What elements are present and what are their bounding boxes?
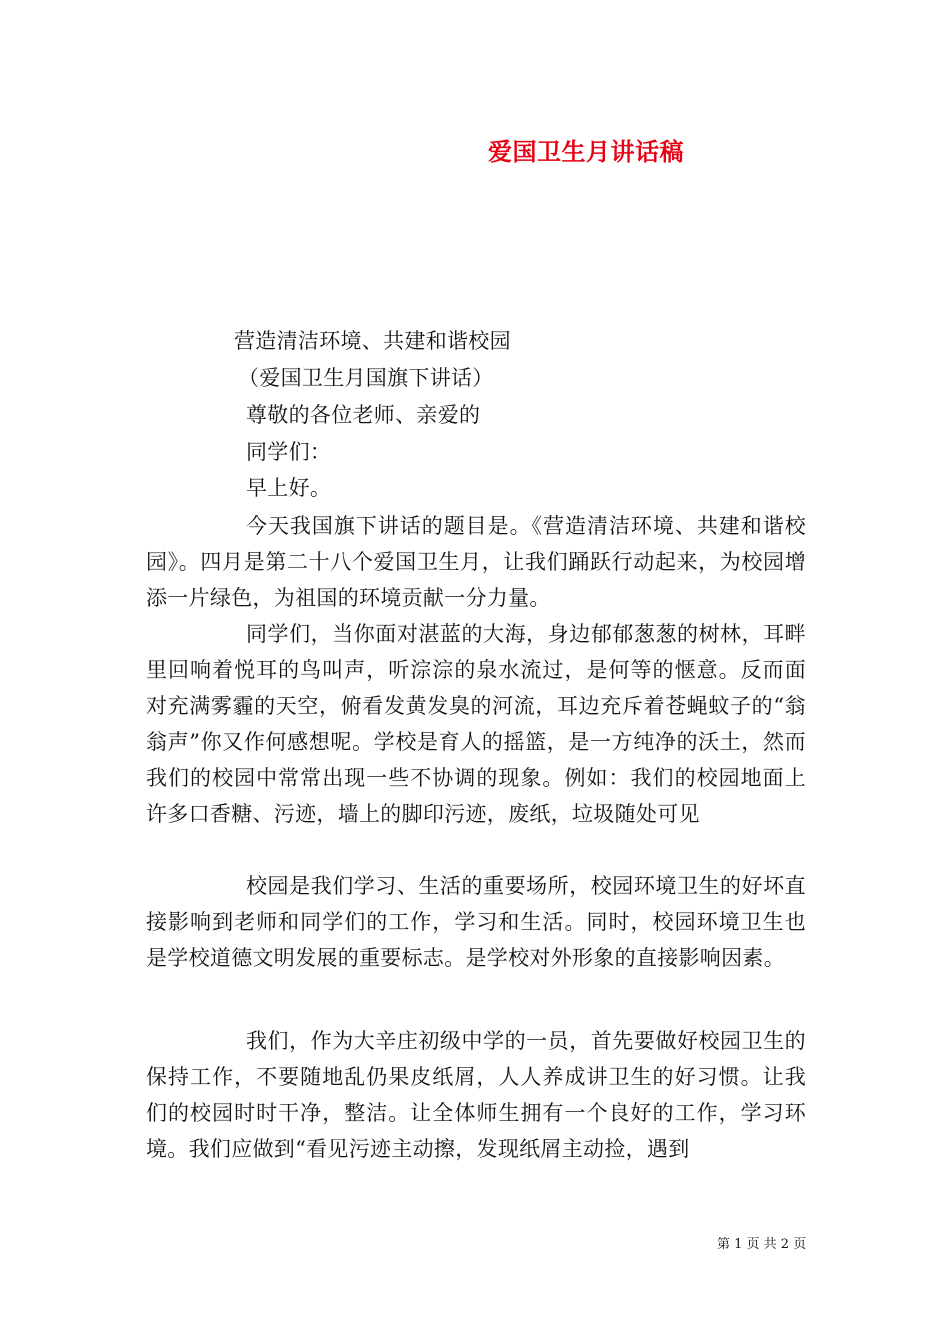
salutation-line-2: 同学们：	[246, 440, 332, 464]
salutation-line-1: 尊敬的各位老师、亲爱的	[246, 403, 481, 427]
document-title: 爱国卫生月讲话稿	[488, 137, 684, 166]
body-paragraph-3: 校园是我们学习、生活的重要场所，校园环境卫生的好坏直接影响到老师和同学们的工作，学习和生活。同时，校园环境卫生也是学校道德文明发展的重要标志。是学校对外形象的直接影响因素。	[146, 874, 806, 970]
speech-subtitle: 营造清洁环境、共建和谐校园	[234, 329, 511, 353]
body-paragraph-1: 今天我国旗下讲话的题目是。《营造清洁环境、共建和谐校园》。四月是第二十八个爱国卫生月，让我们踊跃行动起来，为校园增添一片绿色，为祖国的环境贡献一分力量。	[146, 514, 806, 610]
page-number-footer: 第 1 页 共 2 页	[717, 1237, 807, 1252]
speech-occasion: （爱国卫生月国旗下讲话）	[238, 366, 494, 390]
greeting: 早上好。	[246, 476, 332, 500]
body-paragraph-4: 我们，作为大辛庄初级中学的一员，首先要做好校园卫生的保持工作，不要随地乱仍果皮纸屑，人人养成讲卫生的好习惯。让我们的校园时时干净，整洁。让全体师生拥有一个良好的工作，学习环境。我们应做到“看见污迹主动擦，发现纸屑主动捡，遇到	[146, 1029, 806, 1161]
body-paragraph-2: 同学们，当你面对湛蓝的大海，身边郁郁葱葱的树林，耳畔里回响着悦耳的鸟叫声，听淙淙的泉水流过，是何等的惬意。反而面对充满雾霾的天空，俯看发黄发臭的河流，耳边充斥着苍蝇蚊子的“翁翁声”你又作何感想呢。学校是育人的摇篮，是一方纯净的沃土，然而我们的校园中常常出现一些不协调的现象。例如：我们的校园地面上许多口香糖、污迹，墙上的脚印污迹，废纸，垃圾随处可见	[146, 622, 806, 826]
